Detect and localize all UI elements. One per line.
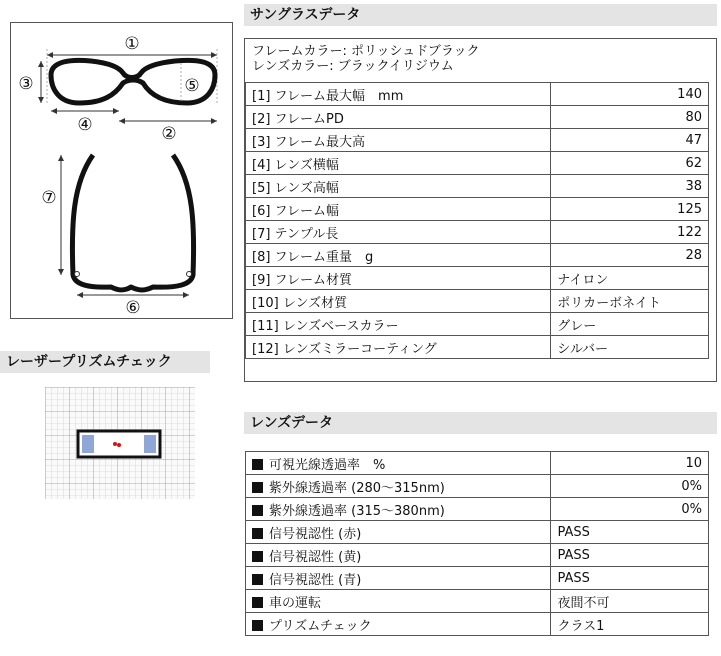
table-row: [7] テンプル長 122 [246, 221, 709, 244]
bullet-square-icon [252, 551, 263, 562]
table-row: [1] フレーム最大幅 mm 140 [246, 83, 709, 106]
bullet-square-icon [252, 597, 263, 608]
sunglasses-spec-table [245, 82, 709, 359]
laser-prism-image [45, 387, 195, 499]
table-row: 信号視認性 (赤) PASS [246, 521, 709, 544]
frame-dimension-diagram [10, 22, 233, 319]
sunglasses-data-header: サングラスデータ [244, 4, 717, 26]
label-6: ⑥ [125, 298, 141, 318]
bullet-square-icon [252, 528, 263, 539]
bullet-square-icon [252, 620, 263, 631]
frame-color: フレームカラー: ポリッシュドブラック [252, 44, 480, 59]
table-row: [10] レンズ材質 ポリカーボネイト [246, 290, 709, 313]
bullet-square-icon [252, 459, 263, 470]
glasses-diagram-svg [11, 23, 234, 320]
table-row: 車の運転 夜間不可 [246, 590, 709, 613]
table-row: [3] フレーム最大高 47 [246, 129, 709, 152]
table-row: 紫外線透過率 (280～315nm) 0% [246, 475, 709, 498]
label-5: ⑤ [184, 76, 200, 96]
table-row: [8] フレーム重量 g 28 [246, 244, 709, 267]
lens-spec-table [245, 451, 709, 636]
table-row: [6] フレーム幅 125 [246, 198, 709, 221]
table-row: [4] レンズ横幅 62 [246, 152, 709, 175]
table-row: 信号視認性 (青) PASS [246, 567, 709, 590]
table-row: [2] フレームPD 80 [246, 106, 709, 129]
label-1: ① [124, 34, 140, 54]
table-row: 紫外線透過率 (315～380nm) 0% [246, 498, 709, 521]
label-7: ⑦ [41, 188, 57, 208]
lens-color: レンズカラー: ブラックイリジウム [252, 59, 454, 74]
color-info [252, 44, 480, 74]
table-row: 信号視認性 (黄) PASS [246, 544, 709, 567]
lens-data-header: レンズデータ [244, 412, 717, 434]
table-row: プリズムチェック クラス1 [246, 613, 709, 636]
table-row: 可視光線透過率 % 10 [246, 452, 709, 475]
label-2: ② [161, 124, 177, 144]
label-4: ④ [77, 115, 93, 135]
laser-prism-header: レーザープリズムチェック [0, 351, 210, 373]
bullet-square-icon [252, 505, 263, 516]
table-row: [12] レンズミラーコーティング シルバー [246, 336, 709, 359]
table-row: [11] レンズベースカラー グレー [246, 313, 709, 336]
label-3: ③ [18, 74, 34, 94]
bullet-square-icon [252, 574, 263, 585]
table-row: [9] フレーム材質 ナイロン [246, 267, 709, 290]
bullet-square-icon [252, 482, 263, 493]
table-row: [5] レンズ高幅 38 [246, 175, 709, 198]
